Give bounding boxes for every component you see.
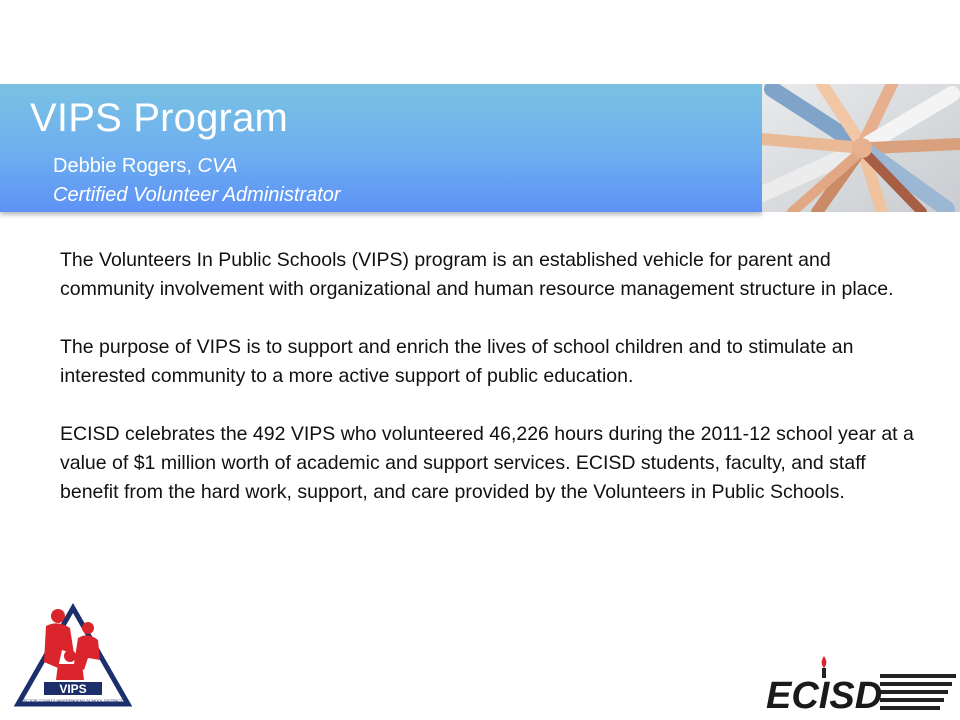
vips-logo-ring-text: ECTOR COUNTY INDEPENDENT SCHOOL DISTRICT — [23, 698, 123, 703]
page-title: VIPS Program — [30, 96, 289, 140]
paragraph-intro: The Volunteers In Public Schools (VIPS) program is an established vehicle for parent and community involvement with organizational and human resource management structure in place. — [60, 249, 894, 300]
ecisd-logo-text: ECISD — [766, 675, 883, 714]
paragraph-purpose: The purpose of VIPS is to support and enrich the lives of school children and to stimulate an interested community to a more active support of public education. — [60, 336, 854, 387]
presenter-block — [53, 152, 341, 210]
presenter-line — [53, 152, 341, 181]
title-banner — [0, 84, 762, 212]
presenter-name: Debbie Rogers, — [53, 155, 192, 177]
vips-logo — [14, 598, 132, 710]
paragraph-celebration: ECISD celebrates the 492 VIPS who volunteered 46,226 hours during the 2011-12 school year at a value of $1 million worth of academic and support services. ECISD students, faculty, and staff benefit from the hard work, support, and care provided by the Volunteers in Public Schools. — [60, 423, 914, 503]
stacked-hands-photo — [762, 84, 960, 212]
presenter-credential: CVA — [197, 155, 238, 177]
presenter-role: Certified Volunteer Administrator — [53, 184, 341, 206]
body-text — [60, 246, 915, 536]
vips-logo-text: VIPS — [59, 682, 87, 696]
ecisd-logo — [762, 652, 958, 714]
